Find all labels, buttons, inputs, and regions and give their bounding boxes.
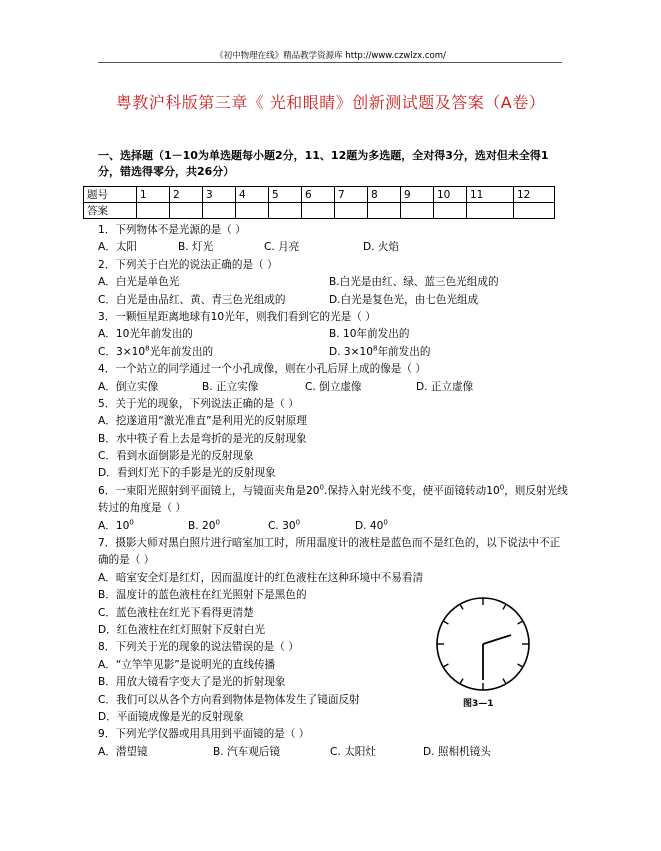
option-d: D. 照相机镜头 <box>423 745 491 758</box>
option-c: C. $30^0$ <box>268 518 301 532</box>
option-a: A．倒立实像 <box>98 380 159 393</box>
option-a: A．白光是单色光 <box>98 276 180 289</box>
option-d: D. $40^0$ <box>355 518 388 532</box>
options-row <box>98 744 578 761</box>
table-cell: 2 <box>170 187 203 203</box>
answer-cell[interactable] <box>467 203 514 219</box>
answer-cell[interactable] <box>170 203 203 219</box>
table-cell: 1 <box>137 187 170 203</box>
row-label: 答案 <box>84 203 137 219</box>
question-stem: 6．一束阳光照射到平面镜上，与镜面夹角是$20^0$.保持入射光线不变，使平面镜转动$10^0$，则反射光线转过的角度是（ ） <box>98 483 568 515</box>
answer-cell[interactable] <box>203 203 236 219</box>
question-stem: 2．下列关于白光的说法正确的是（ ） <box>98 258 278 271</box>
table-cell: 11 <box>467 187 514 203</box>
option-b: B. 汽车观后镜 <box>213 745 280 758</box>
answer-cell[interactable] <box>335 203 368 219</box>
options-row <box>98 274 578 291</box>
document-title: 粤教沪科版第三章《 光和眼睛》创新测试题及答案（A卷） <box>115 93 546 112</box>
table-cell: 10 <box>434 187 467 203</box>
option-b: B. 10年前发出的 <box>329 328 410 341</box>
table-row <box>84 187 555 203</box>
question-stem: 3．一颗恒星距离地球有10光年，则我们看到它的光是（ ） <box>98 310 376 323</box>
question-stem: 7．摄影大师对黑白照片进行暗室加工时，所用温度计的液柱是蓝色而不是红色的，以下说法中不正确的是（ ） <box>98 537 561 567</box>
question-stem: 1．下列物体不是光源的是（ ） <box>98 224 246 236</box>
option-d: D.白光是复色光，由七色光组成 <box>329 293 479 306</box>
option-c: C. 月亮 <box>264 241 300 254</box>
option-a: A．暗室安全灯是红灯，因而温度计的红色液柱在这种环境中不易看清 <box>98 571 424 584</box>
answer-cell[interactable] <box>514 203 555 219</box>
options-row <box>98 518 578 535</box>
option-a: A．“立竿竿见影”是说明光的直线传播 <box>98 658 276 671</box>
option-a: A．10光年前发出的 <box>98 328 193 341</box>
answer-cell[interactable] <box>236 203 269 219</box>
option-a: A．潜望镜 <box>98 745 148 758</box>
question-stem: 8．下列关于光的现象的说法错误的是（ ） <box>98 641 299 654</box>
answer-cell[interactable] <box>368 203 401 219</box>
option-c: C．蓝色液柱在红光下看得更清楚 <box>98 606 254 619</box>
option-b: B．用放大镜看字变大了是光的折射现象 <box>98 676 286 689</box>
options-row <box>98 239 578 256</box>
option-b: B．水中筷子看上去是弯折的是光的反射现象 <box>98 432 307 445</box>
section-heading: 一、选择题（1－10为单选题每小题2分，11、12题为多选题，全对得3分，选对但未全得1分，错选得零分，共26分） <box>98 149 549 178</box>
table-cell: 12 <box>514 187 555 203</box>
answer-cell[interactable] <box>269 203 302 219</box>
option-c: C. 太阳灶 <box>330 745 376 758</box>
row-label: 题号 <box>84 187 137 203</box>
option-c: C．我们可以从各个方向看到物体是物体发生了镜面反射 <box>98 693 360 706</box>
option-b: B. 灯光 <box>178 241 214 254</box>
question-stem: 4．一个站立的同学通过一个小孔成像，则在小孔后屏上成的像是（ ） <box>98 363 426 376</box>
option-b: B.白光是由红、绿、蓝三色光组成的 <box>329 276 499 289</box>
header-rule <box>98 62 562 63</box>
option-b: B．温度计的蓝色液柱在红光照射下是黑色的 <box>98 589 307 602</box>
option-b: B. 正立实像 <box>202 380 259 393</box>
table-cell: 6 <box>302 187 335 203</box>
table-cell: 9 <box>401 187 434 203</box>
answer-cell[interactable] <box>137 203 170 219</box>
options-row <box>98 292 578 309</box>
option-c: C．$3\times 10^8$光年前发出的 <box>98 344 214 358</box>
option-d: D．平面镜成像是光的反射现象 <box>98 711 244 723</box>
table-row <box>84 203 555 219</box>
question-stem: 5．关于光的现象，下列说法正确的是（ ） <box>98 397 299 410</box>
option-d: D. 火焰 <box>363 241 400 254</box>
option-c: C．白光是由品红、黄、青三色光组成的 <box>98 293 286 306</box>
table-cell: 5 <box>269 187 302 203</box>
option-d: D. 正立虚像 <box>416 380 474 393</box>
table-cell: 7 <box>335 187 368 203</box>
answer-table <box>83 186 555 219</box>
option-a: A．$10^0$ <box>98 518 134 532</box>
page-header: 《初中物理在线》精品教学资源库 http://www.czwlzx.com/ <box>215 51 446 61</box>
option-d: D．红色液柱在红灯照射下反射白光 <box>98 624 266 637</box>
table-cell: 8 <box>368 187 401 203</box>
answer-cell[interactable] <box>434 203 467 219</box>
table-cell: 4 <box>236 187 269 203</box>
option-a: A．挖遂道用“激光准直”是利用光的反射原理 <box>98 415 307 428</box>
option-d: D. $3\times 10^8$年前发出的 <box>329 344 431 358</box>
table-cell: 3 <box>203 187 236 203</box>
options-row <box>98 344 578 361</box>
figure-caption: 图3—1 <box>463 699 494 709</box>
option-d: D．看到灯光下的手影是光的反射现象 <box>98 467 276 480</box>
option-c: C. 倒立虚像 <box>305 380 362 393</box>
clock-figure <box>433 594 533 694</box>
answer-cell[interactable] <box>302 203 335 219</box>
option-a: A．太阳 <box>98 241 138 254</box>
option-b: B. $20^0$ <box>188 518 220 532</box>
clock-hour-hand <box>483 635 511 644</box>
options-row <box>98 379 578 396</box>
question-stem: 9．下列光学仪器或用具用到平面镜的是（ ） <box>98 728 310 741</box>
answer-cell[interactable] <box>401 203 434 219</box>
options-row <box>98 326 578 343</box>
option-c: C．看到水面倒影是光的反射现象 <box>98 450 254 463</box>
